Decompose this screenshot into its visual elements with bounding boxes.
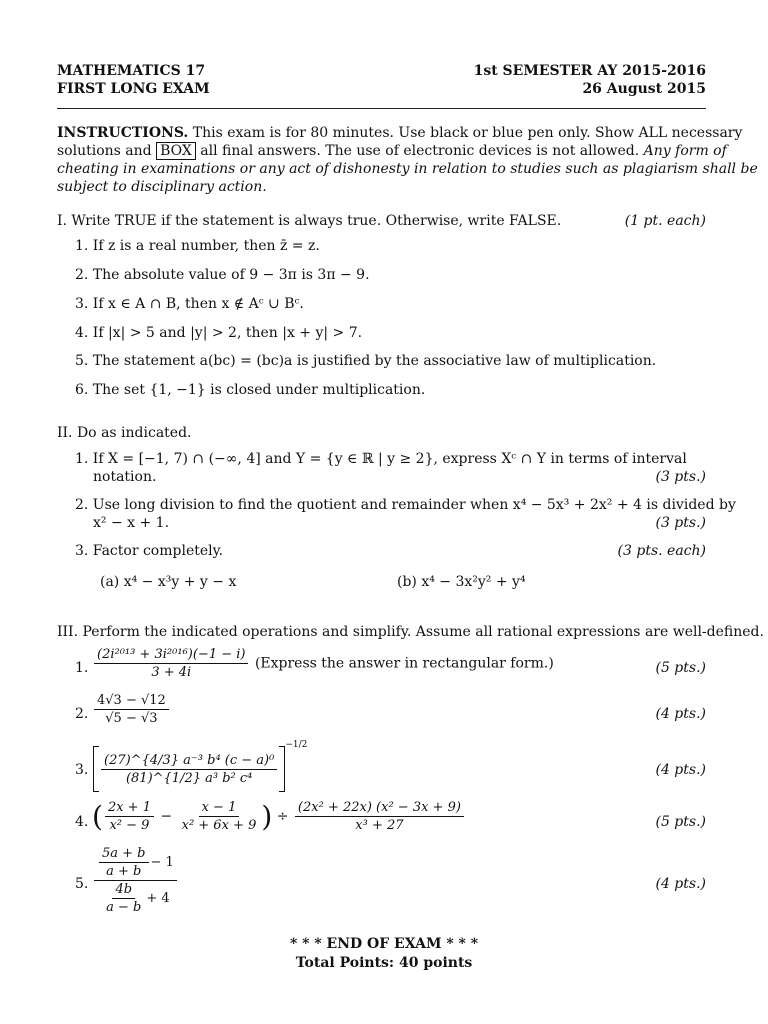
q2-fraction — [94, 693, 169, 726]
part2-heading: II. Do as indicated. — [57, 425, 192, 441]
total-points: Total Points: 40 points — [295, 955, 473, 971]
q2-label: 2. — [75, 706, 89, 722]
instructions-text2c: Any form of — [643, 143, 727, 159]
q4-b-numerator: x − 1 — [199, 800, 240, 817]
part1-item-6: 6. The set {1, −1} is closed under multiplication. — [75, 382, 426, 398]
q3-numerator: (27)^{4/3} a⁻³ b⁴ (c − a)⁰ — [101, 753, 277, 770]
end-of-exam: * * * END OF EXAM * * * — [289, 936, 479, 952]
part2-item2-line1: 2. Use long division to find the quotient and remainder when x⁴ − 5x³ + 2x² + 4 is divided by — [75, 497, 736, 513]
q4-fraction-c — [295, 800, 464, 833]
q2-numerator: 4√3 − √12 — [94, 693, 169, 710]
part3-heading: III. Perform the indicated operations and simplify. Assume all rational expressions are well-defined. — [57, 624, 764, 640]
q4-minus: − — [155, 808, 177, 825]
q1-fraction — [94, 647, 248, 680]
q5-points: (4 pts.) — [655, 876, 706, 892]
part2-item1-points: (3 pts.) — [655, 469, 706, 485]
part2-item3-points: (3 pts. each) — [617, 543, 706, 559]
part2-item2-points: (3 pts.) — [655, 515, 706, 531]
exam-title: FIRST LONG EXAM — [57, 81, 210, 97]
q1-denominator: 3 + 4i — [151, 665, 192, 680]
part2-item3a: (a) x⁴ − x³y + y − x — [100, 574, 237, 590]
q3-denominator: (81)^{1/2} a³ b² c⁴ — [125, 770, 253, 786]
instructions-line1 — [57, 125, 742, 141]
semester: 1st SEMESTER AY 2015-2016 — [473, 63, 706, 79]
header-rule — [57, 108, 706, 109]
q4-c-numerator: (2x² + 22x) (x² − 3x + 9) — [295, 800, 464, 817]
q5-outer-numerator — [94, 846, 177, 881]
part1-item-1: 1. If z is a real number, then z̄ = z. — [75, 238, 320, 254]
q2-denominator: √5 − √3 — [105, 711, 158, 726]
q1-label: 1. — [75, 660, 89, 676]
q5-top-fraction — [99, 846, 149, 879]
q5-complex-fraction — [94, 846, 177, 915]
part2-item3: 3. Factor completely. — [75, 543, 224, 559]
part1-item-3: 3. If x ∈ A ∩ B, then x ∉ Aᶜ ∪ Bᶜ. — [75, 296, 304, 312]
instructions-text1: This exam is for 80 minutes. Use black or blue pen only. Show ALL necessary — [192, 125, 743, 141]
q4-a-denominator: x² − 9 — [109, 818, 150, 833]
q4-c-denominator: x³ + 27 — [355, 818, 404, 833]
q1-note: (Express the answer in rectangular form.) — [254, 655, 554, 672]
q1-points: (5 pts.) — [655, 660, 706, 676]
part2-item1-line1: 1. If X = [−1, 7) ∩ (−∞, 4] and Y = {y ∈ ℝ | y ≥ 2}, express Xᶜ ∩ Y in terms of interval — [75, 451, 687, 467]
q3-fraction — [101, 753, 277, 786]
q5-bottom-numerator: 4b — [112, 882, 135, 899]
q4-points: (5 pts.) — [655, 814, 706, 830]
part1-heading: I. Write TRUE if the statement is always true. Otherwise, write FALSE. — [57, 213, 562, 229]
q5-bottom-denominator: a − b — [106, 900, 142, 915]
q5-outer-denominator — [98, 881, 173, 915]
exam-date: 26 August 2015 — [582, 81, 706, 97]
q4-b-denominator: x² + 6x + 9 — [181, 818, 257, 833]
instructions-line2 — [57, 143, 727, 159]
q5-label: 5. — [75, 876, 89, 892]
q2-points: (4 pts.) — [655, 706, 706, 722]
q5-expression — [92, 846, 179, 915]
q5-top-denominator: a + b — [106, 864, 142, 879]
q4-expression — [92, 800, 466, 833]
q4-divide: ÷ — [272, 808, 293, 825]
instructions-text2b: all final answers. The use of electronic devices is not allowed. — [200, 143, 640, 159]
instructions-line3: cheating in examinations or any act of dishonesty in relation to studies such as plagiarism shall be — [57, 161, 758, 177]
q4-label: 4. — [75, 814, 89, 830]
q2-expression — [92, 693, 171, 726]
q5-top-tail: − 1 — [150, 855, 174, 870]
q4-fraction-a — [105, 800, 154, 833]
q4-a-numerator: 2x + 1 — [105, 800, 154, 817]
q5-top-numerator: 5a + b — [99, 846, 149, 863]
instructions-text2a: solutions and — [57, 143, 152, 159]
part1-item-2: 2. The absolute value of 9 − 3π is 3π − 9. — [75, 267, 370, 283]
q3-exponent: −1/2 — [285, 740, 308, 750]
part1-item-4: 4. If |x| > 5 and |y| > 2, then |x + y| > 7. — [75, 325, 363, 341]
q3-left-bracket — [93, 746, 99, 792]
q3-right-bracket — [279, 746, 285, 792]
box-word: BOX — [156, 142, 196, 160]
q3-label: 3. — [75, 762, 89, 778]
part2-item3b: (b) x⁴ − 3x²y² + y⁴ — [397, 574, 526, 590]
q1-expression — [92, 647, 554, 680]
part1-points: (1 pt. each) — [624, 213, 706, 229]
instructions-line4: subject to disciplinary action. — [57, 179, 267, 195]
part1-item-5: 5. The statement a(bc) = (bc)a is justified by the associative law of multiplication. — [75, 353, 657, 369]
q4-open-paren: ( — [92, 800, 103, 833]
q1-numerator: (2i²⁰¹³ + 3i²⁰¹⁶)(−1 − i) — [94, 647, 248, 664]
q3-expression — [93, 740, 307, 792]
instructions-label: INSTRUCTIONS. — [57, 125, 189, 141]
q4-fraction-b — [179, 800, 260, 833]
q5-bottom-tail: + 4 — [146, 891, 170, 906]
q5-bottom-fraction — [103, 882, 144, 915]
part2-item2-line2: x² − x + 1. — [93, 515, 170, 531]
q4-close-paren: ) — [261, 800, 273, 833]
part2-item1-line2: notation. — [93, 469, 157, 485]
course-title: MATHEMATICS 17 — [57, 63, 206, 79]
q3-points: (4 pts.) — [655, 762, 706, 778]
